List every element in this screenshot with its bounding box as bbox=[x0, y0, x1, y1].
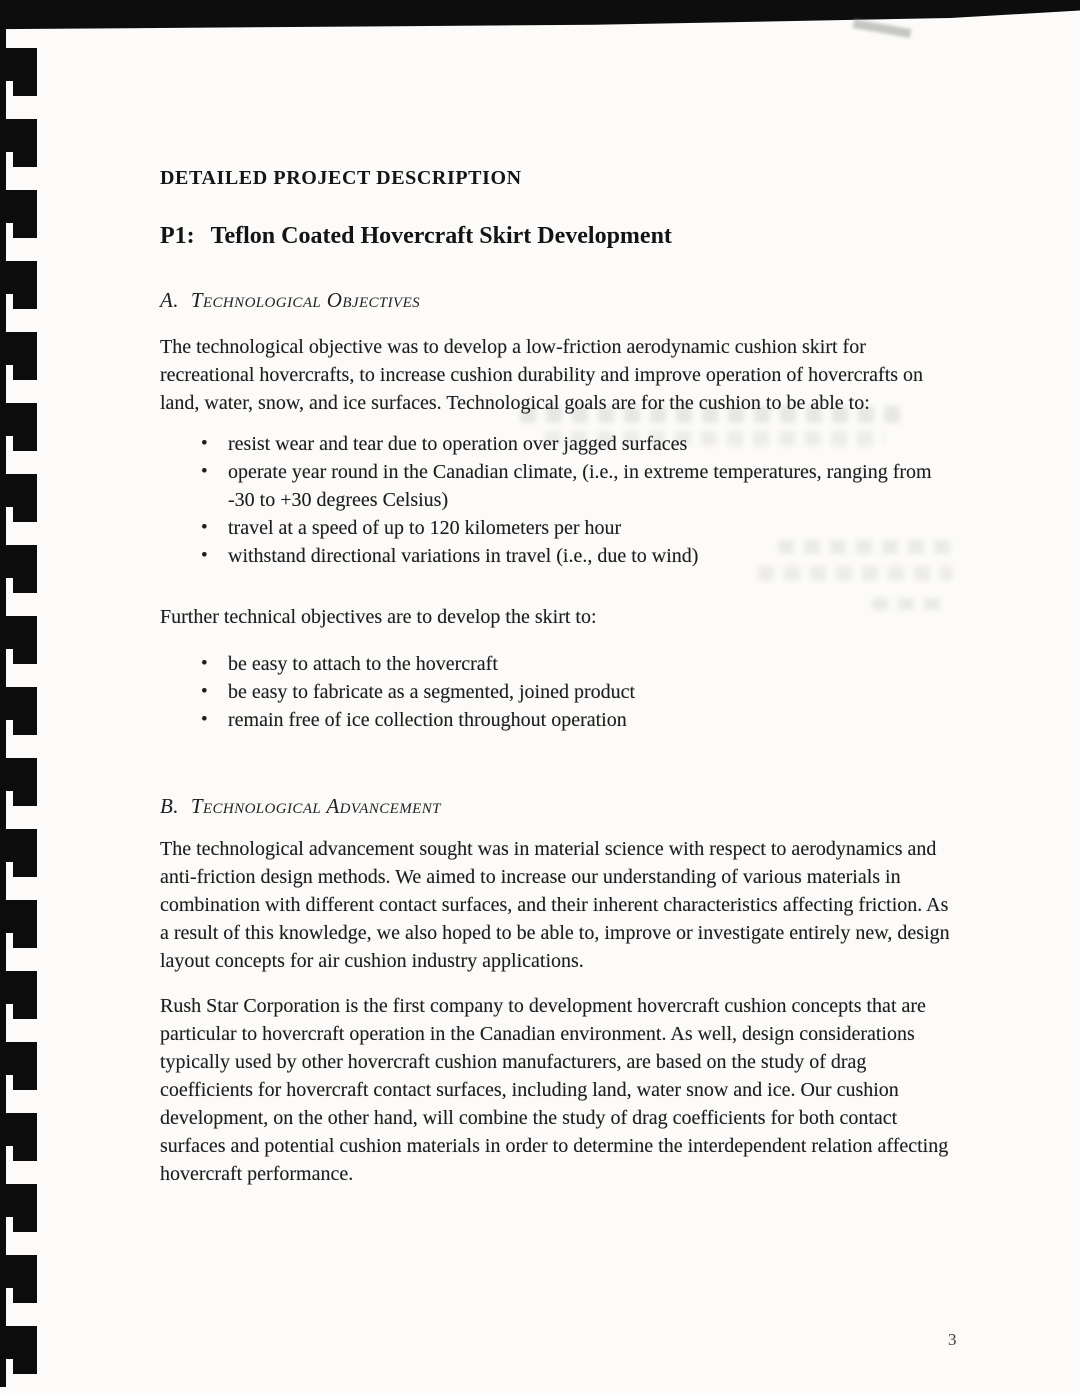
bullet-item: • be easy to attach to the hovercraft bbox=[228, 650, 957, 678]
bullet-item: • operate year round in the Canadian climate, (i.e., in extreme temperatures, ranging from -30 to +30 degrees Celsius) bbox=[228, 458, 957, 514]
section-a-intro-paragraph: The technological objective was to develop a low-friction aerodynamic cushion skirt for recreational hovercrafts, to increase cushion durability and improve operation of hovercrafts on land, water, snow, and ice surfaces. Technological goals are for the cushion to be able to: bbox=[160, 336, 924, 414]
section-a-label: A. bbox=[160, 288, 179, 312]
section-b-paragraph-1: The technological advancement sought was in material science with respect to aerodynamics and anti-friction design methods. We aimed to increase our understanding of various materials in combination with different contact surfaces, and their inherent characteristics affecting friction. As a result of this knowledge, we also hoped to be able to, improve or investigate entirely new, design layout concepts for air cushion industry applications. bbox=[160, 838, 950, 972]
scan-edge-top bbox=[0, 0, 1080, 31]
scan-smudge bbox=[853, 19, 912, 38]
comb-binding-teeth-steps bbox=[13, 81, 37, 1393]
bullet-item: • resist wear and tear due to operation over jagged surfaces bbox=[228, 430, 957, 458]
further-objectives-paragraph: Further technical objectives are to develop the skirt to: bbox=[160, 606, 597, 628]
section-b-heading bbox=[160, 793, 957, 819]
document-content bbox=[160, 166, 957, 1188]
bullet-item: • withstand directional variations in travel (i.e., due to wind) bbox=[228, 542, 957, 570]
document-heading: DETAILED PROJECT DESCRIPTION bbox=[160, 167, 522, 189]
bullet-item: • be easy to fabricate as a segmented, joined product bbox=[228, 678, 957, 706]
project-title bbox=[160, 221, 957, 251]
section-a-title: Technological Objectives bbox=[190, 288, 421, 312]
section-a-heading bbox=[160, 287, 957, 313]
project-code: P1: bbox=[160, 223, 195, 249]
project-title-text: Teflon Coated Hovercraft Skirt Development bbox=[210, 223, 672, 249]
bullet-item: • remain free of ice collection throughout operation bbox=[228, 706, 957, 734]
section-b-paragraph-2: Rush Star Corporation is the first company to development hovercraft cushion concepts that are particular to hovercraft operation in the Canadian environment. As well, design considerations typically used by other hovercraft cushion manufacturers, are based on the study of drag coefficients for hovercraft contact surfaces, including land, water snow and ice. Our cushion development, on the other hand, will combine the study of drag coefficients for both contact surfaces and potential cushion materials in order to determine the interdependent relation affecting hovercraft performance. bbox=[160, 995, 949, 1185]
objectives-bullet-list bbox=[160, 430, 957, 570]
bullet-item: • travel at a speed of up to 120 kilometers per hour bbox=[228, 514, 957, 542]
further-objectives-bullet-list bbox=[160, 650, 957, 734]
page-number: 3 bbox=[948, 1330, 957, 1349]
section-b-title: Technological Advancement bbox=[190, 794, 441, 818]
section-b-label: B. bbox=[160, 794, 179, 818]
